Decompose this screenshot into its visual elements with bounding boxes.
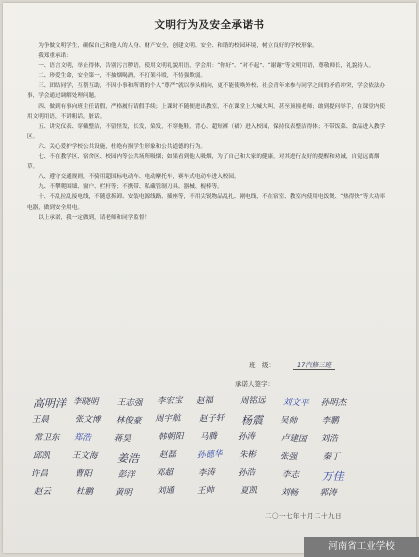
signature: 赵磊 — [158, 450, 176, 461]
signature: 王文海 — [72, 450, 98, 462]
pledge-document — [3, 3, 416, 553]
pledge-item-5: 五、讲究仪表、穿戴整洁，不留怪发，长发，染发，不穿拖鞋，背心、超短裤（裙）进入校园，保持仪表整洁得体；不带饭菜、食品进入教学区。 — [27, 123, 386, 140]
pledge-item-2: 二、珍爱生命，安全第一，不抽烟喝酒，不打架斗殴，不恃强欺弱。 — [38, 73, 207, 80]
signature: 刘浩 — [320, 433, 338, 444]
signature: 彭洋 — [117, 469, 135, 481]
signature: 常卫东 — [34, 433, 60, 443]
signature: 杜鹏 — [76, 486, 94, 498]
signature: 刘通 — [156, 486, 174, 497]
signature: 韩朝阳 — [157, 432, 184, 443]
signature: 朱彬 — [239, 450, 257, 461]
pledge-item-4: 四、做到有事向班主任请假，严格履行请假手续；上课时不随便进出教室，不在课堂上大喊大叫，甚至顶撞老师；敢到提问举手，在课堂内使用文明用语，不讲粗话，脏话。 — [27, 103, 386, 120]
signature: 张强 — [279, 451, 297, 463]
signature: 卢建国 — [280, 432, 307, 445]
watermark: 河南省工业学校 — [304, 537, 419, 557]
signature: 孙涛 — [238, 432, 256, 443]
signature: 李志 — [281, 469, 299, 481]
class-value: 17汽修三班 — [293, 361, 335, 370]
signer-label: 承诺人签字： — [235, 380, 274, 388]
pledge-item-6: 六、关心爱护学校公共设施，杜绝有损学生形象和公共道德的行为。 — [38, 143, 207, 150]
pledge-item-3: 三、团结同学，互帮互助，不因小事和所谓的个人“尊严”就以拳头相向，更不能使唤外校、社会青年来参与同学之间的矛盾冲突，学会依法办事，学会通过调解处理问题。 — [27, 83, 386, 100]
signature: 张文博 — [75, 414, 101, 426]
signature: 秦丁 — [322, 451, 340, 462]
signature: 黄明 — [114, 487, 132, 499]
document-date: 二〇一七年十月二十九日 — [265, 512, 342, 520]
signature: 蒋昊 — [113, 433, 131, 445]
signature: 刘文平 — [282, 396, 309, 409]
signature: 孙德华 — [196, 449, 223, 461]
signature: 马腾 — [199, 431, 218, 443]
signature: 郑浩 — [74, 432, 92, 444]
signature: 曹阳 — [75, 468, 93, 480]
signature: 周铭远 — [240, 396, 266, 407]
document-title: 文明行为及安全承诺书 — [154, 19, 265, 31]
pledge-item-8: 八、遵守交通规则，不骑用超国标电动车、电动摩托车，赛车式电动车进入校园。 — [38, 174, 240, 181]
signature: 万佳 — [321, 469, 344, 483]
signature: 林俊豪 — [115, 415, 142, 427]
signature: 邓超 — [155, 468, 173, 479]
signature: 赵子轩 — [198, 413, 225, 425]
pledge-item-10: 十、不乱拉乱接电线，不随意拆卸、安装电源线路、插座等，不用尖锐物品乱扎、剐电线，不在宿室、教室内使用电饭煲、“热得快”等大功率电器，做到安全用电。 — [27, 194, 386, 211]
signature: 李涛 — [197, 467, 216, 479]
closing-line: 以上承诺，我一定做到，请老师和同学监督！ — [38, 214, 151, 221]
signature: 许昌 — [31, 469, 49, 479]
pledge-item-1: 一、语言文明，举止得体，告别污言秽语，使用文明礼貌用语，学会用：“你好”、“对不起”、“谢谢”等文明用语，尊敬师长，礼貌待人。 — [38, 63, 375, 70]
signature: 高明洋 — [33, 397, 66, 410]
class-label: 班 级： — [249, 361, 275, 369]
signature: 赵云 — [34, 487, 52, 497]
signature: 周宇航 — [154, 414, 181, 425]
signature: 姜浩 — [116, 451, 139, 466]
signature: 吴帅 — [279, 415, 297, 427]
signature: 李晓明 — [73, 396, 99, 408]
signature-area — [33, 395, 363, 503]
pledge-lead: 我郑重承诺： — [38, 53, 72, 60]
signature: 孙明杰 — [320, 397, 347, 408]
pledge-item-9: 九、不攀爬围墙、窗户、栏杆等；不携带、私藏管制刀具、器械、棍棒等。 — [38, 184, 223, 191]
signature: 王晨 — [32, 415, 50, 425]
signature: 赵福 — [195, 395, 214, 407]
signature: 夏凯 — [240, 486, 258, 497]
intro-paragraph: 为争做文明学生，确保自己和他人的人身、财产安全，创建文明、安全、和谐的校园环境，树立良好的学校形象。 — [38, 43, 318, 49]
signature: 王帅 — [196, 485, 215, 497]
signature: 杨震 — [241, 414, 264, 428]
signature: 郭涛 — [319, 487, 337, 498]
signature: 刘畅 — [280, 487, 298, 499]
class-line — [249, 360, 335, 369]
signature: 李宏宝 — [156, 396, 183, 407]
signature: 孙浩 — [238, 468, 256, 479]
pledge-body — [27, 41, 389, 223]
signature: 邱凯 — [33, 451, 51, 461]
pledge-item-7: 七、不在教学区、宿舍区、校园内等公共场所吸烟；如果看到他人吸烟，为了自己和大家的健康，对其进行友好的提醒和劝诫，自觉远离烟草。 — [27, 154, 380, 171]
signature: 李鹏 — [321, 415, 339, 426]
signature: 王志强 — [116, 397, 143, 409]
